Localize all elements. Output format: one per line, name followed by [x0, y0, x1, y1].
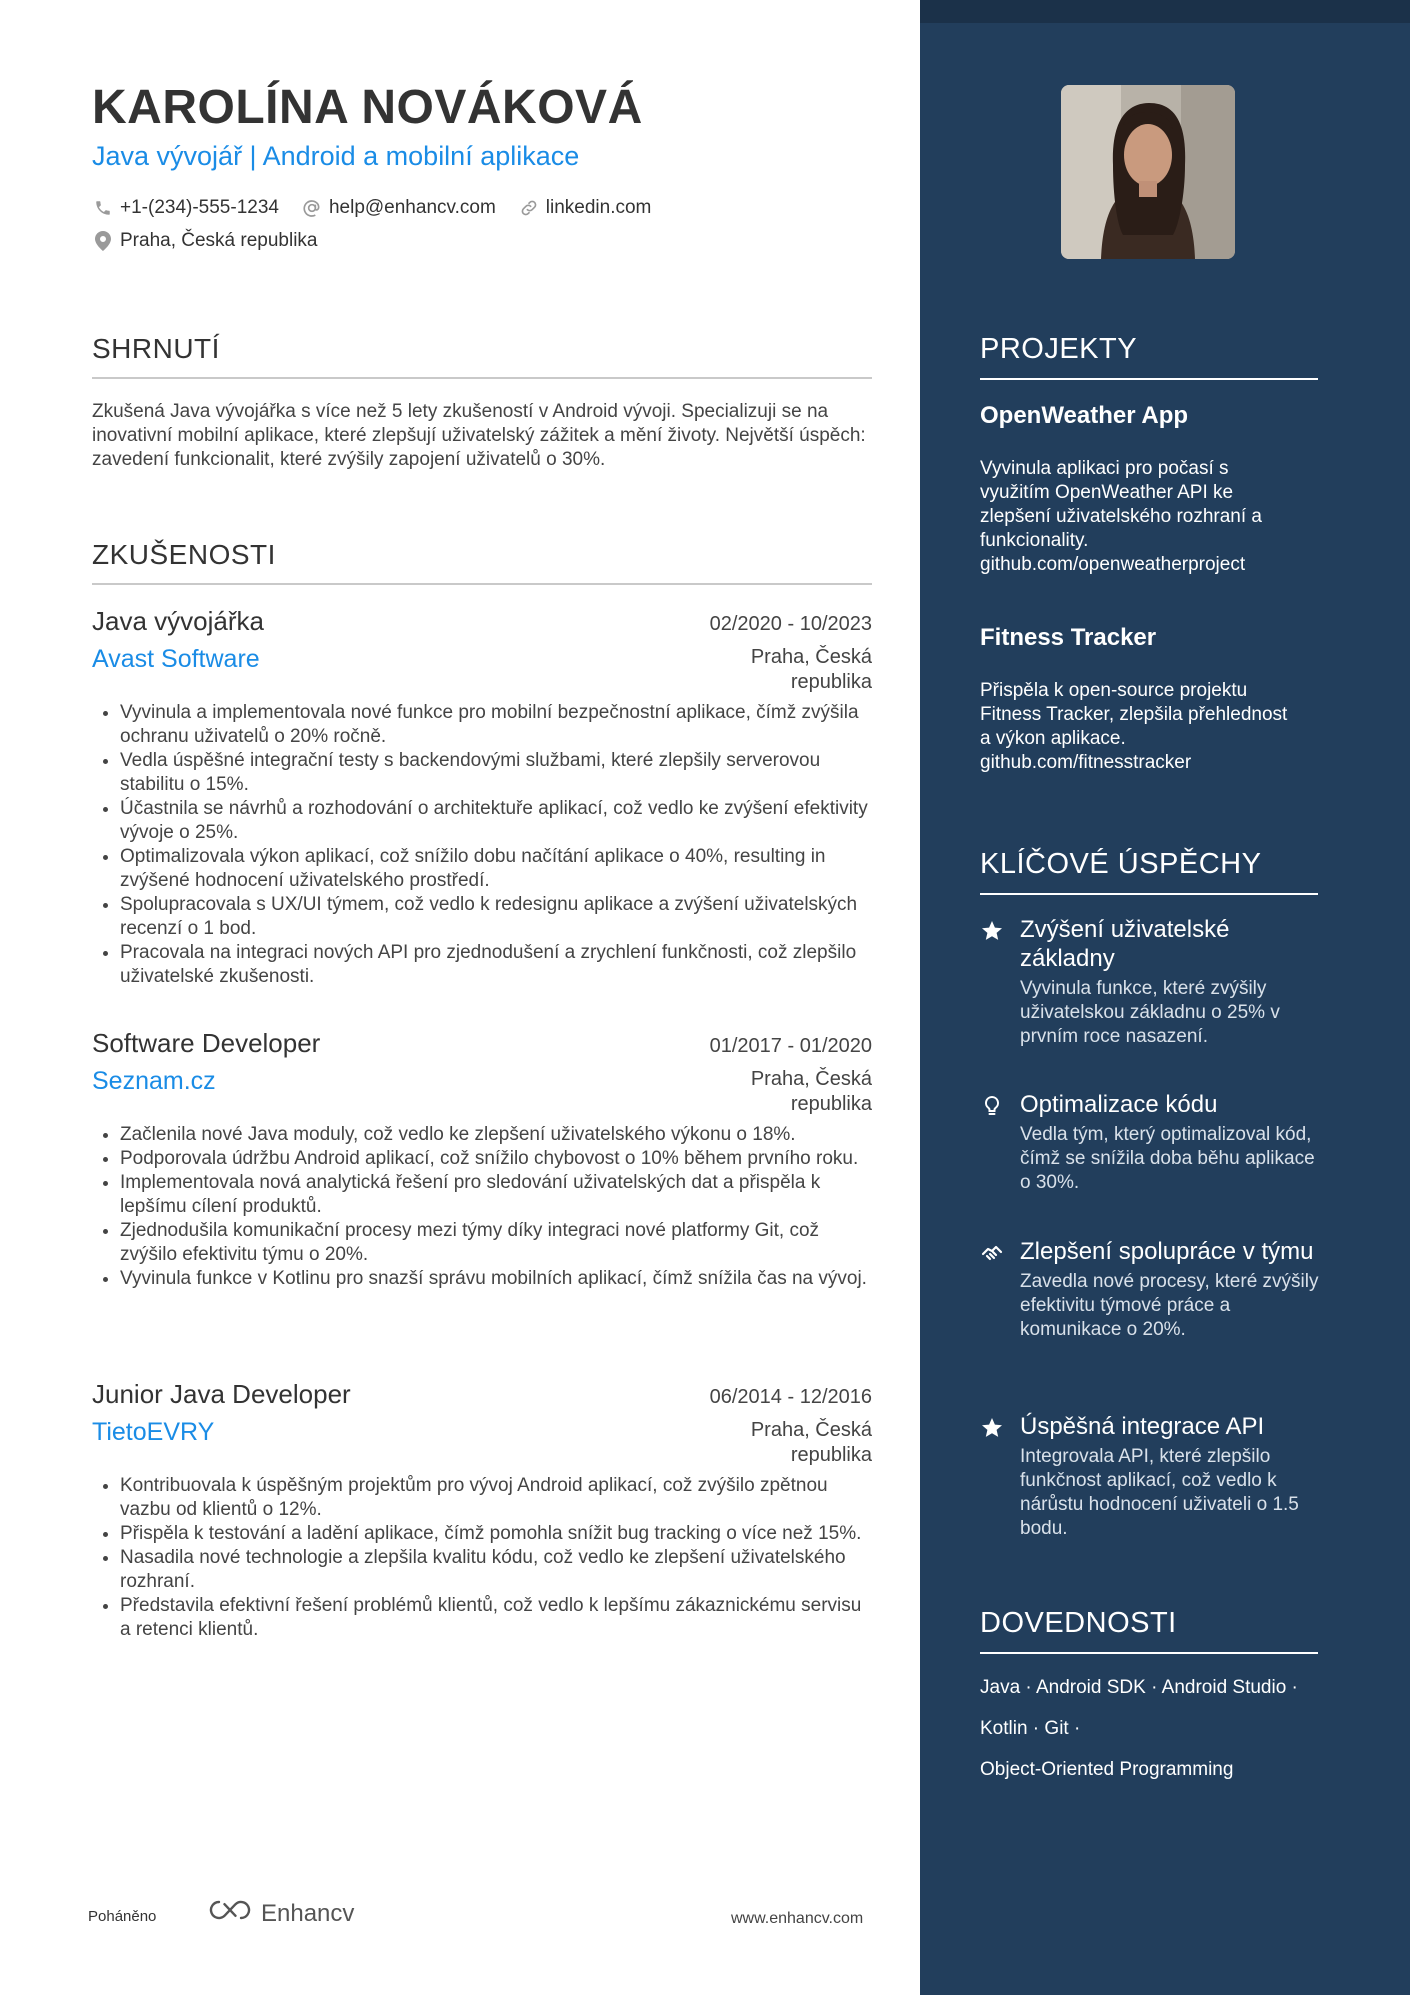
contact-phone[interactable] — [92, 197, 279, 219]
project-item — [980, 624, 1300, 775]
job-entry — [92, 606, 872, 989]
contact-row — [92, 197, 651, 219]
job-entry — [92, 1379, 872, 1642]
contact-location — [92, 230, 318, 252]
job-title: Junior Java Developer — [92, 1379, 351, 1409]
achievements-heading: KLÍČOVÉ ÚSPĚCHY — [980, 848, 1318, 895]
lightbulb-icon — [980, 1090, 1006, 1195]
candidate-name: KAROLÍNA NOVÁKOVÁ — [92, 81, 643, 134]
candidate-headline: Java vývojář | Android a mobilní aplikace — [92, 141, 580, 171]
enhancv-logo-icon — [207, 1898, 253, 1929]
achievement-item — [980, 1412, 1320, 1541]
job-title: Java vývojářka — [92, 606, 264, 636]
star-icon — [980, 1412, 1006, 1541]
achievement-title: Optimalizace kódu — [1020, 1091, 1218, 1118]
job-bullets — [92, 1123, 872, 1291]
project-description: Přispěla k open-source projektu Fitness Tracker, zlepšila přehlednost a výkon aplikace. github.com/fitnesstracker — [980, 680, 1288, 773]
skills-row: Kotlin · Git · — [980, 1718, 1081, 1739]
job-company: Avast Software — [92, 645, 260, 673]
job-bullet: • Vyvinula funkce v Kotlinu pro snazší správu mobilních aplikací, čímž snížila čas na vývoj. — [120, 1267, 872, 1291]
skills-list — [980, 1676, 1320, 1799]
job-bullet: • Kontribuovala k úspěšným projektům pro vývoj Android aplikací, což zvýšilo zpětnou vazbu od klientů o 12%. — [120, 1474, 872, 1522]
achievement-item — [980, 915, 1320, 1049]
project-name: OpenWeather App — [980, 402, 1189, 429]
contact-linkedin[interactable] — [518, 197, 652, 219]
email-text: help@enhancv.com — [328, 197, 496, 218]
project-item — [980, 402, 1300, 577]
job-bullets — [92, 701, 872, 989]
summary-text: Zkušená Java vývojářka s více než 5 lety zkušeností v Android vývoji. Specializuji se na inovativní mobilní aplikace, které zlepšují uživatelský zážitek a mění životy. Největší úspěch: zavedení funkcionalit, které zvýšily zapojení uživatelů o 30%. — [92, 401, 866, 470]
job-company: Seznam.cz — [92, 1067, 216, 1095]
enhancv-logo-text: Enhancv — [261, 1899, 355, 1927]
job-bullet: • Podporovala údržbu Android aplikací, což snížilo chybovost o 10% během prvního roku. — [120, 1147, 872, 1171]
skills-row: Java · Android SDK · Android Studio · — [980, 1677, 1298, 1698]
link-icon — [518, 197, 540, 219]
job-bullet: • Implementovala nová analytická řešení pro sledování uživatelských dat a přispěla k lepšímu cílení produktů. — [120, 1171, 872, 1219]
achievement-description: Vyvinula funkce, které zvýšily uživatelskou základnu o 25% v prvním roce nasazení. — [1020, 978, 1280, 1047]
at-icon — [301, 197, 323, 219]
job-bullet: • Nasadila nové technologie a zlepšila kvalitu kódu, což vedlo ke zlepšení uživatelského rozhraní. — [120, 1546, 872, 1594]
star-icon — [980, 915, 1006, 1049]
achievement-title: Zlepšení spolupráce v týmu — [1020, 1238, 1314, 1265]
location-pin-icon — [92, 230, 114, 252]
phone-text: +1-(234)-555-1234 — [120, 197, 279, 218]
footer-powered-by: Poháněno — [88, 1908, 157, 1925]
job-company: TietoEVRY — [92, 1418, 215, 1446]
job-bullet: • Spolupracovala s UX/UI týmem, což vedlo k redesignu aplikace a zvýšení uživatelských recenzí o 1 bod. — [120, 893, 872, 941]
achievement-title: Zvýšení uživatelské základny — [1020, 916, 1230, 972]
job-title: Software Developer — [92, 1028, 321, 1058]
location-text: Praha, Česká republika — [120, 230, 318, 251]
job-bullet: • Optimalizovala výkon aplikací, což snížilo dobu načítání aplikace o 40%, resulting in zvýšené hodnocení uživatelského prostředí. — [120, 845, 872, 893]
achievement-title: Úspěšná integrace API — [1020, 1413, 1265, 1440]
project-description: Vyvinula aplikaci pro počasí s využitím OpenWeather API ke zlepšení uživatelského rozhraní a funkcionality. github.com/openweatherproject — [980, 458, 1262, 575]
footer-url[interactable]: www.enhancv.com — [731, 1910, 864, 1927]
handshake-icon — [980, 1237, 1006, 1342]
job-bullet: • Vyvinula a implementovala nové funkce pro mobilní bezpečnostní aplikace, čímž zvýšila ochranu uživatelů o 20% ročně. — [120, 701, 872, 749]
skills-heading: DOVEDNOSTI — [980, 1607, 1318, 1654]
skills-row: Object-Oriented Programming — [980, 1759, 1234, 1780]
summary-heading: SHRNUTÍ — [92, 333, 872, 379]
achievement-description: Integrovala API, které zlepšilo funkčnost aplikací, což vedlo k nárůstu hodnocení uživateli o 1.5 bodu. — [1020, 1446, 1299, 1539]
job-bullet: • Pracovala na integraci nových API pro zjednodušení a zrychlení funkčnosti, což zlepšilo uživatelské zkušenosti. — [120, 941, 872, 989]
achievement-item — [980, 1090, 1320, 1195]
job-dates: 02/2020 - 10/2023 — [709, 613, 872, 635]
job-bullet: • Přispěla k testování a ladění aplikace, čímž pomohla snížit bug tracking o více než 15%. — [120, 1522, 872, 1546]
experience-heading: ZKUŠENOSTI — [92, 539, 872, 585]
enhancv-logo[interactable] — [207, 1898, 354, 1929]
job-bullet: • Zjednodušila komunikační procesy mezi týmy díky integraci nové platformy Git, což zvýšilo efektivitu týmu o 20%. — [120, 1219, 872, 1267]
job-bullet: • Představila efektivní řešení problémů klientů, což vedlo k lepšímu zákaznickému servisu a retenci klientů. — [120, 1594, 872, 1642]
job-bullet: • Účastnila se návrhů a rozhodování o architektuře aplikací, což vedlo ke zvýšení efektivity vývoje o 25%. — [120, 797, 872, 845]
job-bullets — [92, 1474, 872, 1642]
job-bullet: • Začlenila nové Java moduly, což vedlo ke zlepšení uživatelského výkonu o 18%. — [120, 1123, 872, 1147]
job-location: Praha, Česká republika — [750, 1419, 872, 1466]
job-entry — [92, 1028, 872, 1291]
job-dates: 01/2017 - 01/2020 — [709, 1035, 872, 1057]
linkedin-text: linkedin.com — [545, 197, 652, 218]
job-location: Praha, Česká republika — [750, 646, 872, 693]
contact-email[interactable] — [301, 197, 496, 219]
project-name: Fitness Tracker — [980, 624, 1157, 651]
profile-photo — [1061, 85, 1235, 259]
job-dates: 06/2014 - 12/2016 — [709, 1386, 872, 1408]
sidebar-top-bar — [920, 0, 1410, 23]
projects-heading: PROJEKTY — [980, 333, 1318, 380]
phone-icon — [92, 197, 114, 219]
job-bullet: • Vedla úspěšné integrační testy s backendovými službami, které zlepšily serverovou stabilitu o 15%. — [120, 749, 872, 797]
achievement-item — [980, 1237, 1320, 1342]
achievement-description: Vedla tým, který optimalizoval kód, čímž se snížila doba běhu aplikace o 30%. — [1020, 1124, 1315, 1193]
job-location: Praha, Česká republika — [750, 1068, 872, 1115]
achievement-description: Zavedla nové procesy, které zvýšily efektivitu týmové práce a komunikace o 20%. — [1020, 1271, 1319, 1340]
